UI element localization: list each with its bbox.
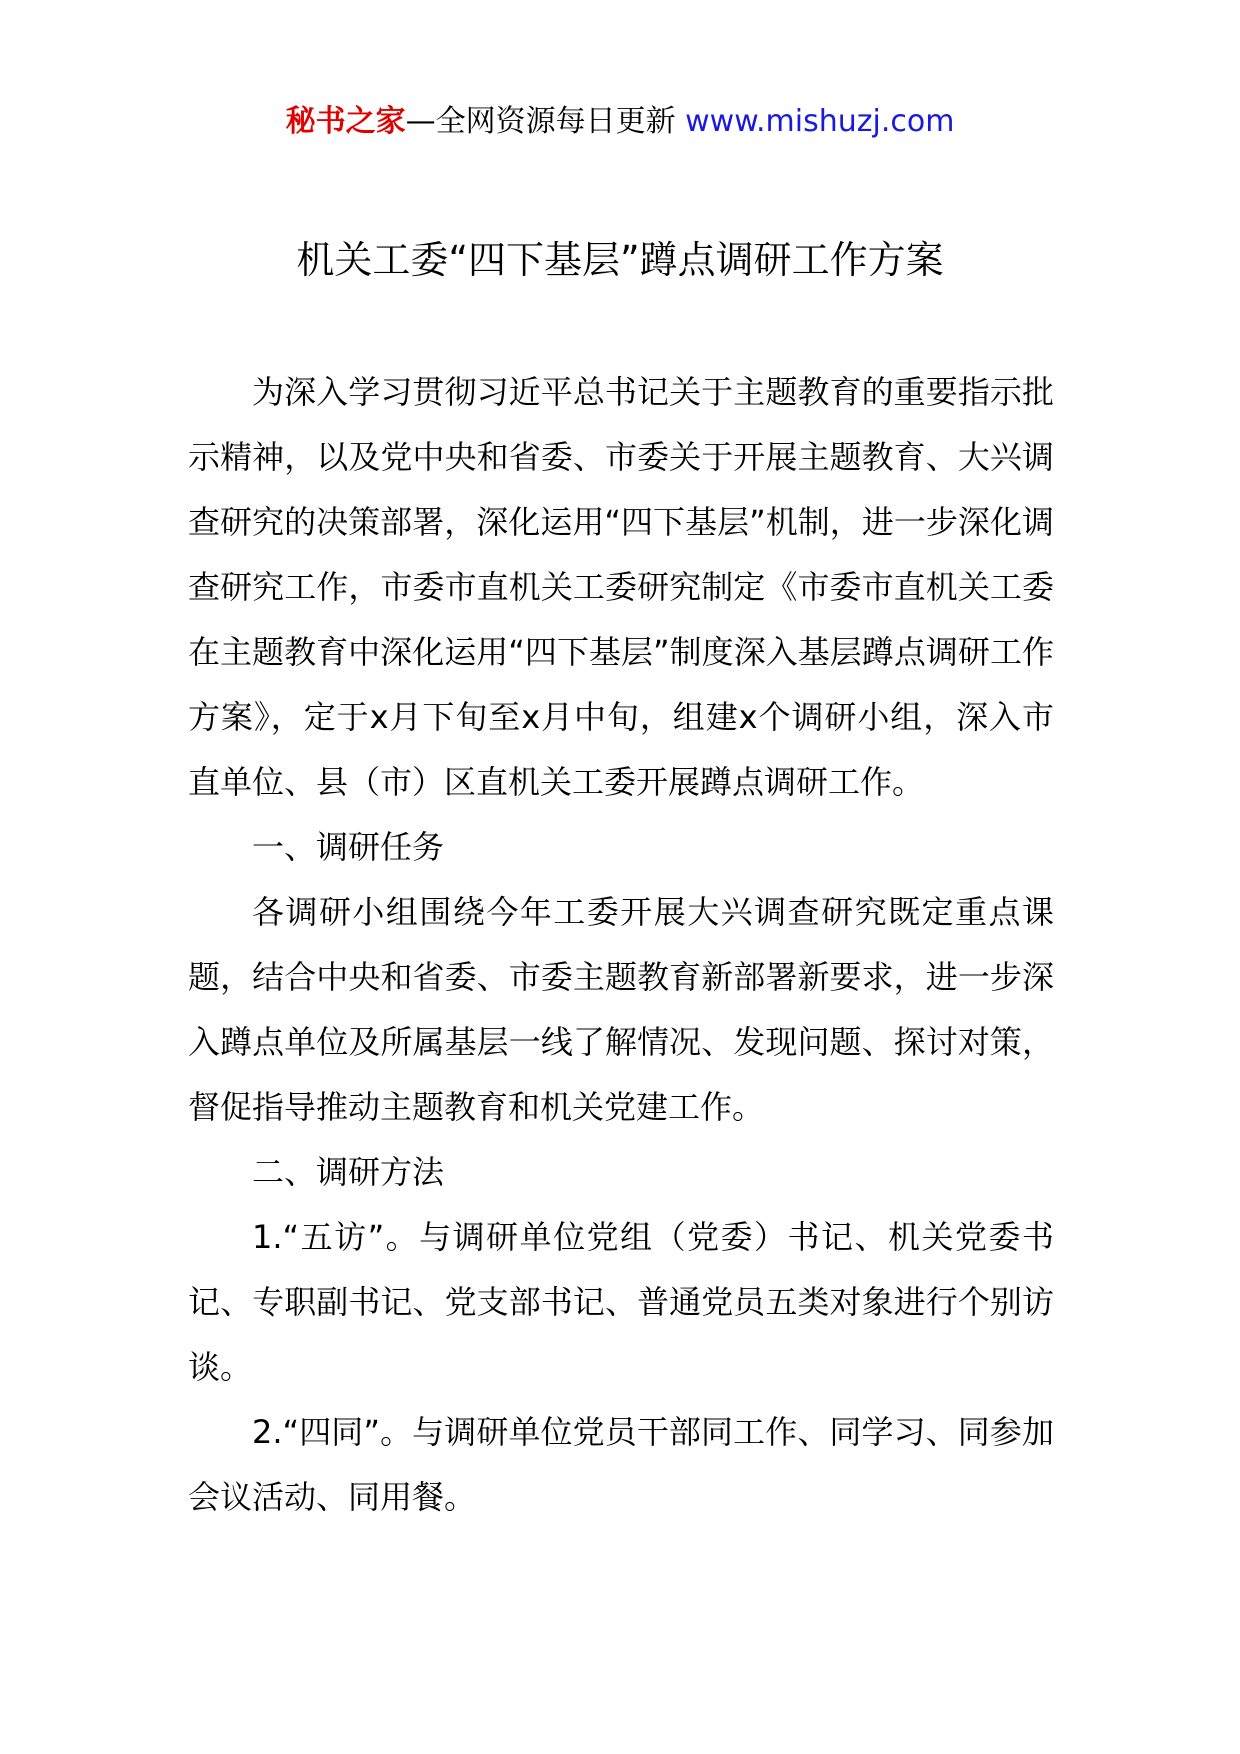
method-item-four-togethers: 2.“四同”。与调研单位党员干部同工作、同学习、同参加会议活动、同用餐。 xyxy=(188,1413,1054,1516)
document-body xyxy=(188,360,1054,1530)
site-url-link[interactable]: www.mishuzj.com xyxy=(685,104,955,139)
method-item-five-visits: 1.“五访”。与调研单位党组（党委）书记、机关党委书记、专职副书记、党支部书记、普通党员五类对象进行个别访谈。 xyxy=(188,1218,1054,1386)
document-title: 机关工委“四下基层”蹲点调研工作方案 xyxy=(296,238,944,282)
brand-name: 秘书之家 xyxy=(285,104,406,139)
banner-tagline: —全网资源每日更新 xyxy=(405,104,676,139)
site-banner xyxy=(0,100,1240,144)
tasks-paragraph: 各调研小组围绕今年工委开展大兴调查研究既定重点课题，结合中央和省委、市委主题教育新部署新要求，进一步深入蹲点单位及所属基层一线了解情况、发现问题、探讨对策，督促指导推动主题教育和机关党建工作。 xyxy=(188,893,1054,1126)
intro-paragraph: 为深入学习贯彻习近平总书记关于主题教育的重要指示批示精神，以及党中央和省委、市委关于开展主题教育、大兴调查研究的决策部署，深化运用“四下基层”机制，进一步深化调查研究工作，市委市直机关工委研究制定《市委市直机关工委在主题教育中深化运用“四下基层”制度深入基层蹲点调研工作方案》，定于x月下旬至x月中旬，组建x个调研小组，深入市直单位、县（市）区直机关工委开展蹲点调研工作。 xyxy=(188,373,1054,801)
section-heading-tasks: 一、调研任务 xyxy=(252,828,445,866)
section-heading-methods: 二、调研方法 xyxy=(252,1153,445,1191)
